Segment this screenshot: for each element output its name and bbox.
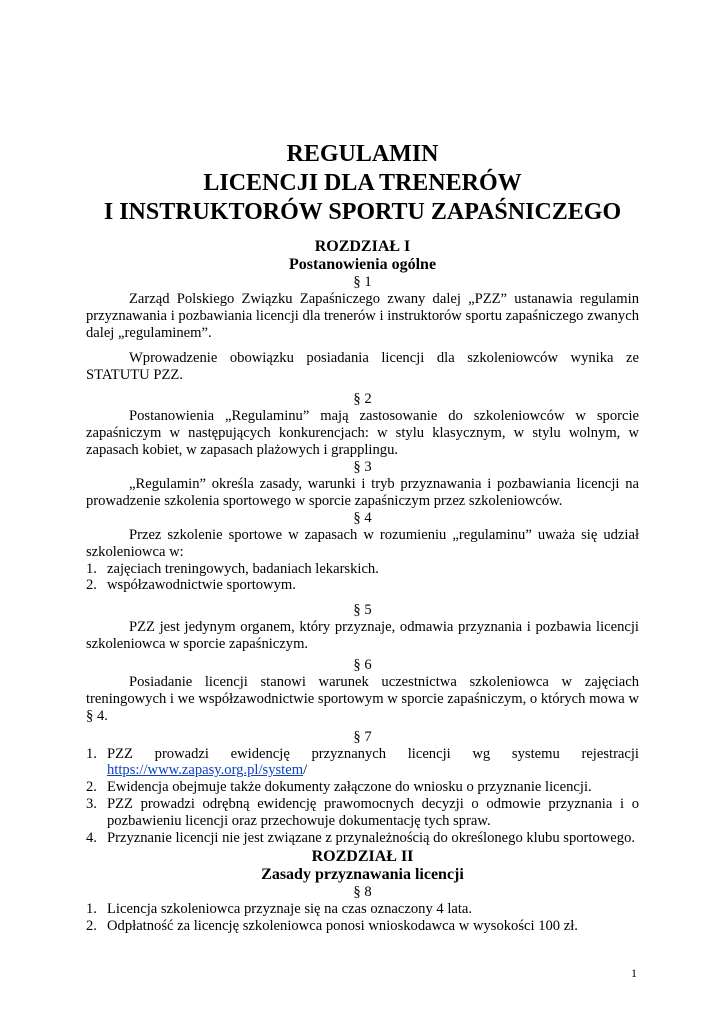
list-item: 1. PZZ prowadzi ewidencję przyznanych licencji wg systemu rejestracji https://www.zapasy.org.pl/system/	[86, 745, 639, 779]
list-item: 2. współzawodnictwie sportowym.	[86, 577, 296, 594]
section-2-paragraph-1: Postanowienia „Regulaminu” mają zastosowanie do szkoleniowców w sporcie zapaśniczym w następujących konkurencjach: w stylu klasycznym, w stylu wolnym, w zapasach kobiet, w zapasach plażowych i grapplingu.	[86, 408, 639, 459]
list-item: 4. Przyznanie licencji nie jest związane z przynależnością do określonego klubu sportowego.	[86, 830, 636, 847]
section-4-label: § 4	[353, 509, 372, 526]
chapter-1-subheading: Postanowienia ogólne	[288, 256, 437, 273]
chapter-2-subheading: Zasady przyznawania licencji	[261, 866, 464, 883]
list-item: 3. PZZ prowadzi odrębną ewidencję prawomocnych decyzji o odmowie przyznania i o pozbawieniu licencji oraz przechowuje dokumentację tych spraw.	[86, 796, 639, 830]
section-6-paragraph-1: Posiadanie licencji stanowi warunek uczestnictwa szkoleniowca w zajęciach treningowych i we współzawodnictwie sportowym w sporcie zapaśniczym, o których mowa w § 4.	[86, 673, 639, 724]
list-item: 2. Ewidencja obejmuje także dokumenty załączone do wniosku o przyznanie licencji.	[86, 779, 592, 796]
section-4-paragraph-1: Przez szkolenie sportowe w zapasach w rozumieniu „regulaminu” uważa się udział szkoleniowca w:	[86, 526, 639, 560]
section-1-label: § 1	[353, 274, 372, 290]
title-line-2: LICENCJI DLA TRENERÓW	[203, 170, 522, 196]
section-3-label: § 3	[353, 459, 372, 476]
section-7-list	[86, 746, 639, 847]
chapter-2-heading: ROZDZIAŁ II	[311, 848, 414, 865]
section-1-paragraph-1: Zarząd Polskiego Związku Zapaśniczego zwany dalej „PZZ” ustanawia regulamin przyznawania i pozbawiania licencji dla trenerów i instruktorów sportu zapaśniczego zwanych dalej „regulaminem”.	[86, 290, 639, 341]
section-8-label: § 8	[353, 884, 372, 900]
document-page	[86, 140, 639, 935]
section-6-label: § 6	[353, 657, 372, 674]
section-4-list	[86, 561, 639, 595]
title-line-1: REGULAMIN	[286, 141, 439, 167]
section-7-label: § 7	[353, 728, 372, 745]
section-1-paragraph-2: Wprowadzenie obowiązku posiadania licencji dla szkoleniowców wynika ze STATUTU PZZ.	[86, 349, 639, 383]
section-5-paragraph-1: PZZ jest jedynym organem, który przyznaje, odmawia przyznania i pozbawia licencji szkoleniowca w sporcie zapaśniczym.	[86, 619, 639, 653]
chapter-1-heading: ROZDZIAŁ I	[314, 238, 411, 255]
list-item: 1. Licencja szkoleniowca przyznaje się na czas oznaczony 4 lata.	[86, 900, 473, 917]
section-2-label: § 2	[353, 391, 372, 408]
list-item: 1. zajęciach treningowych, badaniach lekarskich.	[86, 560, 379, 577]
section-8-list	[86, 901, 639, 935]
registration-system-link[interactable]: https://www.zapasy.org.pl/system	[107, 762, 304, 779]
title-line-3: I INSTRUKTORÓW SPORTU ZAPAŚNICZEGO	[103, 199, 622, 225]
section-5-label: § 5	[353, 602, 372, 619]
list-item: 2. Odpłatność za licencję szkoleniowca ponosi wnioskodawca w wysokości 100 zł.	[86, 917, 578, 934]
document-title	[86, 140, 639, 227]
section-3-paragraph-1: „Regulamin” określa zasady, warunki i tryb przyznawania i pozbawiania licencji na prowadzenie szkolenia sportowego w sporcie zapaśniczym przez szkoleniowców.	[86, 475, 639, 509]
page-number: 1	[631, 966, 637, 980]
